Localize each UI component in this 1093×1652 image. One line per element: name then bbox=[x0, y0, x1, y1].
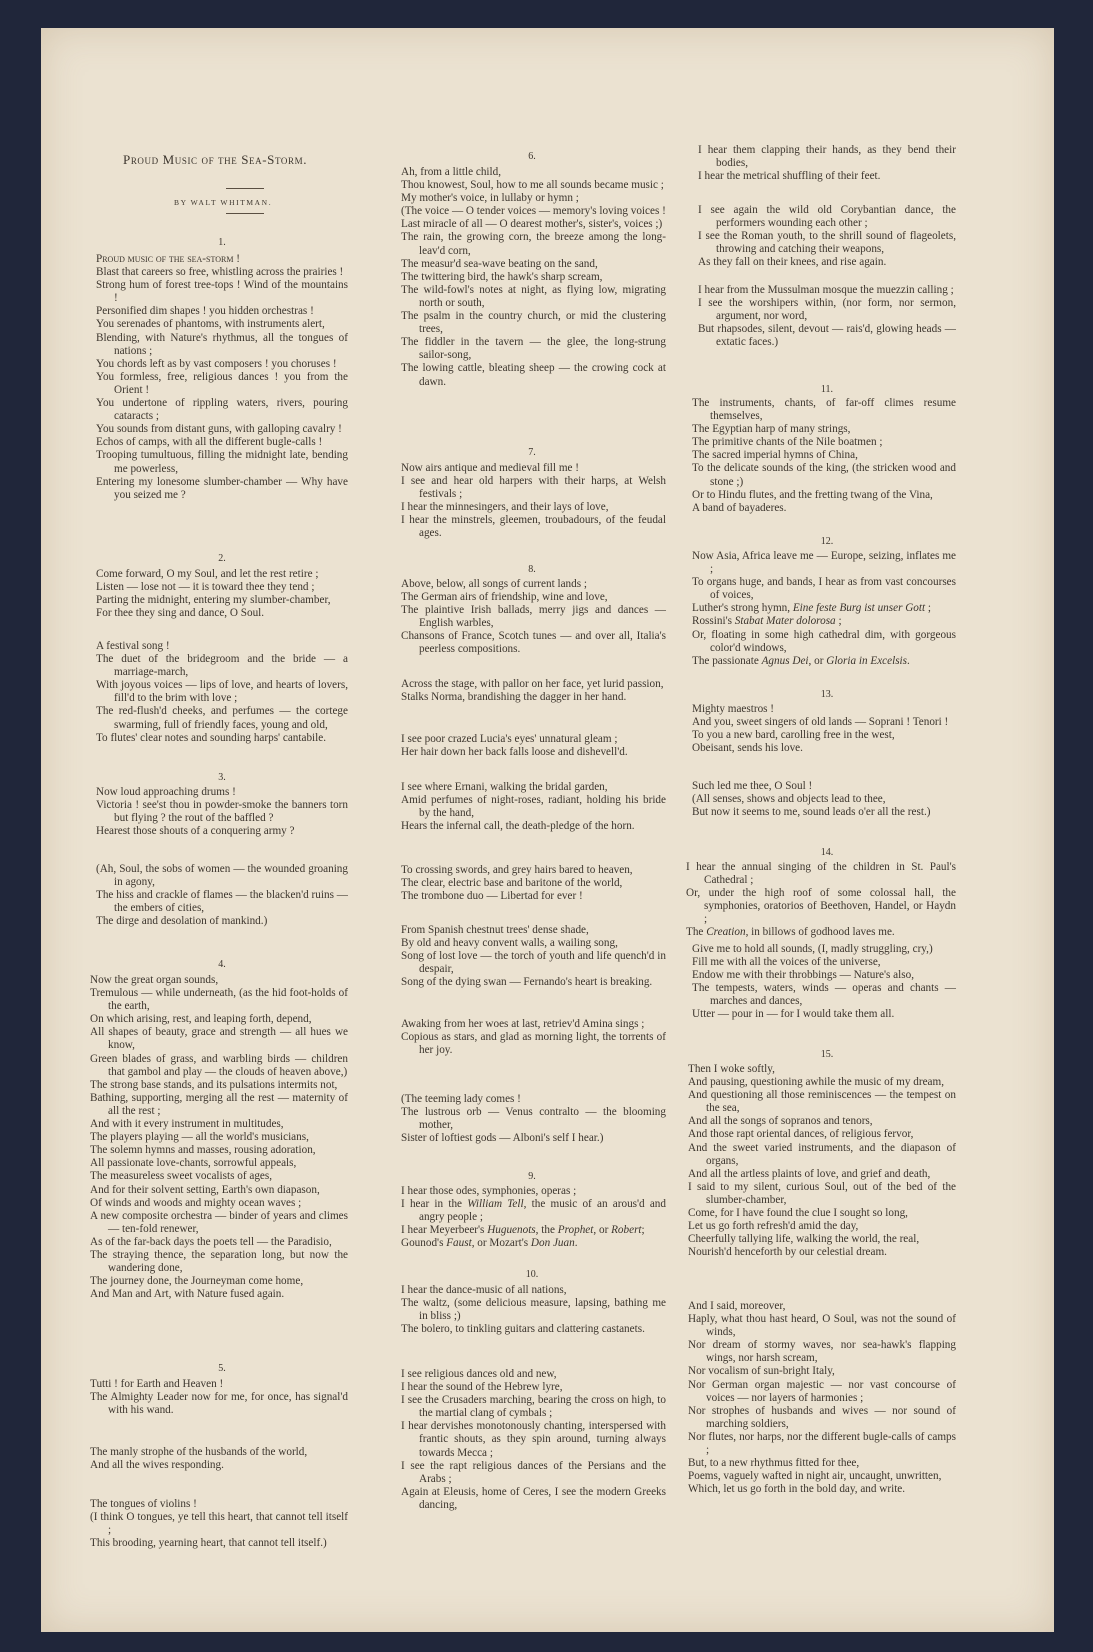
verse-line: Awaking from her woes at last, retriev'd Amina sings ; bbox=[401, 1018, 645, 1030]
verse-line: Stalks Norma, brandishing the dagger in her hand. bbox=[401, 691, 627, 704]
verse-line: Sister of loftiest gods — Alboni's self I hear.) bbox=[401, 1132, 604, 1145]
verse-line: Gounod's Faust, or Mozart's Don Juan. bbox=[401, 1237, 578, 1250]
verse-line: (The voice — O tender voices — memory's loving voices ! bbox=[401, 205, 666, 218]
verse-line: Of winds and woods and mighty ocean waves ; bbox=[90, 1196, 302, 1209]
verse-line: I hear the dance-music of all nations, bbox=[401, 1284, 567, 1296]
stanza-8c bbox=[401, 733, 666, 759]
verse-line: The tongues of violins ! bbox=[90, 1498, 197, 1510]
verse-line: Tutti ! for Earth and Heaven ! bbox=[90, 1378, 224, 1390]
verse-line: I see the worshipers within, (nor form, nor sermon, argument, nor word, bbox=[698, 297, 956, 323]
verse-line: Ah, from a little child, bbox=[401, 166, 502, 178]
verse-line: The psalm in the country church, or mid the clustering trees, bbox=[401, 310, 666, 336]
stanza-5b bbox=[90, 1446, 348, 1472]
verse-line: Or to Hindu flutes, and the fretting twang of the Vina, bbox=[692, 488, 933, 501]
verse-line: (The teeming lady comes ! bbox=[401, 1093, 521, 1105]
verse-line: I see religious dances old and new, bbox=[401, 1368, 557, 1380]
section-number-4: 4. bbox=[218, 959, 226, 970]
verse-line: And all the wives responding. bbox=[90, 1459, 224, 1472]
verse-line: This brooding, yearning heart, that cannot tell itself.) bbox=[90, 1537, 327, 1550]
verse-line: Amid perfumes of night-roses, radiant, holding his bride by the hand, bbox=[401, 794, 666, 820]
verse-line: The primitive chants of the Nile boatmen ; bbox=[692, 436, 883, 449]
stanza-8a bbox=[401, 578, 666, 657]
stanza-9 bbox=[401, 1185, 666, 1250]
verse-line: And for their solvent setting, Earth's own diapason, bbox=[90, 1183, 320, 1196]
verse-line: The strong base stands, and its pulsations intermits not, bbox=[90, 1078, 338, 1091]
stanza-3b bbox=[96, 863, 348, 928]
verse-line: But, to a new rhythmus fitted for thee, bbox=[688, 1457, 860, 1470]
title-rule bbox=[226, 188, 264, 189]
verse-line: And all the songs of sopranos and tenors, bbox=[688, 1115, 873, 1128]
verse-line: The players playing — all the world's musicians, bbox=[90, 1131, 309, 1144]
verse-line: Utter — pour in — for I would take them all. bbox=[692, 1008, 895, 1021]
section-number-12: 12. bbox=[820, 536, 834, 547]
verse-line: The Egyptian harp of many strings, bbox=[692, 423, 851, 436]
verse-line: The manly strophe of the husbands of the world, bbox=[90, 1446, 308, 1458]
stanza-10d bbox=[698, 204, 956, 269]
verse-line: You sounds from distant guns, with galloping cavalry ! bbox=[96, 423, 342, 436]
verse-line: A festival song ! bbox=[96, 640, 170, 652]
verse-line: Hearest those shouts of a conquering army ? bbox=[96, 825, 295, 838]
verse-line: You undertone of rippling waters, rivers, pouring cataracts ; bbox=[96, 397, 348, 423]
verse-line: Now airs antique and medieval fill me ! bbox=[401, 462, 580, 474]
stanza-13b bbox=[692, 780, 956, 819]
verse-line: I hear dervishes monotonously chanting, interspersed with frantic shouts, as they spin around, turning always towards Mecca ; bbox=[401, 1420, 666, 1459]
stanza-10e bbox=[698, 284, 956, 349]
verse-line: By old and heavy convent walls, a wailing song, bbox=[401, 937, 618, 950]
verse-line: The measureless sweet vocalists of ages, bbox=[90, 1170, 273, 1183]
verse-line: The passionate Agnus Dei, or Gloria in Excelsis. bbox=[692, 654, 910, 667]
verse-line: And I said, moreover, bbox=[688, 1300, 786, 1312]
verse-line: All shapes of beauty, grace and strength — all hues we know, bbox=[90, 1026, 348, 1052]
verse-line: I hear those odes, symphonies, operas ; bbox=[401, 1185, 577, 1197]
stanza-10c bbox=[698, 144, 956, 183]
verse-line: The clear, electric base and baritone of the world, bbox=[401, 877, 623, 890]
verse-line: Nor dream of stormy waves, nor sea-hawk's flapping wings, nor harsh scream, bbox=[688, 1339, 956, 1365]
verse-line: And you, sweet singers of old lands — Soprani ! Tenori ! bbox=[692, 716, 949, 729]
verse-line: Endow me with their throbbings — Nature's also, bbox=[692, 969, 915, 982]
verse-line: You serenades of phantoms, with instruments alert, bbox=[96, 318, 325, 331]
verse-line: The waltz, (some delicious measure, lapsing, bathing me in bliss ;) bbox=[401, 1297, 666, 1323]
verse-line: Hears the infernal call, the death-pledge of the horn. bbox=[401, 820, 635, 833]
verse-line: Proud music of the sea-storm ! bbox=[96, 253, 240, 265]
verse-line: I hear the sound of the Hebrew lyre, bbox=[401, 1381, 563, 1394]
verse-line: To crossing swords, and grey hairs bared to heaven, bbox=[401, 864, 633, 876]
stanza-13a bbox=[692, 703, 956, 755]
stanza-11 bbox=[692, 397, 956, 515]
verse-line: The lowing cattle, bleating sheep — the crowing cock at dawn. bbox=[401, 362, 666, 388]
verse-line: I see the Crusaders marching, bearing the cross on high, to the martial clang of cymbals ; bbox=[401, 1394, 666, 1420]
verse-line: As they fall on their knees, and rise again. bbox=[698, 256, 887, 269]
verse-line: Trooping tumultuous, filling the midnight late, bending me powerless, bbox=[96, 449, 348, 475]
section-number-8: 8. bbox=[528, 564, 536, 575]
verse-line: Again at Eleusis, home of Ceres, I see the modern Greeks dancing, bbox=[401, 1485, 666, 1511]
verse-line: Now the great organ sounds, bbox=[90, 974, 219, 986]
byline-rule bbox=[226, 213, 264, 214]
stanza-12 bbox=[692, 550, 956, 668]
verse-line: I hear the minnesingers, and their lays of love, bbox=[401, 501, 609, 514]
verse-line: To flutes' clear notes and sounding harps' cantabile. bbox=[96, 731, 327, 744]
verse-line: Come forward, O my Soul, and let the rest retire ; bbox=[96, 568, 319, 580]
stanza-5c bbox=[90, 1498, 348, 1550]
verse-line: I hear in the William Tell, the music of an arous'd and angry people ; bbox=[401, 1198, 666, 1224]
verse-line: Her hair down her back falls loose and dishevell'd. bbox=[401, 746, 628, 759]
stanza-8e bbox=[401, 864, 666, 903]
verse-line: (I think O tongues, ye tell this heart, that cannot tell itself ; bbox=[90, 1511, 348, 1537]
verse-line: A band of bayaderes. bbox=[692, 501, 787, 514]
stanza-8d bbox=[401, 781, 666, 833]
verse-line: Bathing, supporting, merging all the rest — maternity of all the rest ; bbox=[90, 1091, 348, 1117]
verse-line: The fiddler in the tavern — the glee, the long-strung sailor-song, bbox=[401, 336, 666, 362]
section-number-11: 11. bbox=[820, 384, 834, 395]
stanza-7 bbox=[401, 462, 666, 541]
verse-line: Come, for I have found the clue I sought so long, bbox=[688, 1207, 908, 1220]
verse-line: The bolero, to tinkling guitars and clattering castanets. bbox=[401, 1323, 645, 1336]
verse-line: Haply, what thou hast heard, O Soul, was not the sound of winds, bbox=[688, 1313, 956, 1339]
verse-line: The Creation, in billows of godhood laves me. bbox=[686, 926, 895, 939]
verse-line: Obeisant, sends his love. bbox=[692, 742, 803, 755]
verse-line: The sacred imperial hymns of China, bbox=[692, 449, 858, 462]
verse-line: I see poor crazed Lucia's eyes' unnatural gleam ; bbox=[401, 733, 618, 745]
stanza-3a bbox=[96, 786, 348, 838]
verse-line: Green blades of grass, and warbling birds — children that gambol and play — the clouds of heaven above,) bbox=[90, 1052, 348, 1078]
verse-line: Last miracle of all — O dearest mother's, sister's, voices ;) bbox=[401, 218, 663, 231]
verse-line: Or, under the high roof of some colossal hall, the symphonies, oratorios of Beethoven, Handel, or Haydn ; bbox=[686, 887, 956, 926]
verse-line: A new composite orchestra — binder of years and climes — ten-fold renewer, bbox=[90, 1209, 348, 1235]
section-number-10: 10. bbox=[525, 1269, 539, 1280]
verse-line: And pausing, questioning awhile the music of my dream, bbox=[688, 1076, 945, 1089]
verse-line: All passionate love-chants, sorrowful appeals, bbox=[90, 1157, 297, 1170]
verse-line: Parting the midnight, entering my slumber-chamber, bbox=[96, 594, 331, 607]
stanza-8f bbox=[401, 924, 666, 989]
stanza-14b bbox=[692, 943, 956, 1022]
verse-line: Now loud approaching drums ! bbox=[96, 786, 236, 798]
verse-line: Personified dim shapes ! you hidden orchestras ! bbox=[96, 305, 314, 318]
verse-line: I hear the annual singing of the children in St. Paul's Cathedral ; bbox=[686, 861, 956, 887]
verse-line: Fill me with all the voices of the universe, bbox=[692, 956, 881, 969]
verse-line: Listen — lose not — it is toward thee they tend ; bbox=[96, 581, 315, 594]
verse-line: You chords left as by vast composers ! you choruses ! bbox=[96, 357, 337, 370]
section-number-7: 7. bbox=[528, 447, 536, 458]
verse-line: I hear the metrical shuffling of their feet. bbox=[698, 170, 881, 183]
verse-line: Now Asia, Africa leave me — Europe, seizing, inflates me ; bbox=[692, 550, 956, 576]
verse-line: I see again the wild old Corybantian dance, the performers wounding each other ; bbox=[698, 204, 956, 230]
verse-line: Thou knowest, Soul, how to me all sounds became music ; bbox=[401, 179, 664, 192]
verse-line: The trombone duo — Libertad for ever ! bbox=[401, 890, 583, 903]
verse-line: Echos of camps, with all the different bugle-calls ! bbox=[96, 436, 323, 449]
verse-line: With joyous voices — lips of love, and hearts of lovers, fill'd to the brim with love ; bbox=[96, 679, 348, 705]
verse-line: Nor flutes, nor harps, nor the different bugle-calls of camps ; bbox=[688, 1430, 956, 1457]
verse-line: The twittering bird, the hawk's sharp scream, bbox=[401, 270, 603, 283]
verse-line: I see and hear old harpers with their harps, at Welsh festivals ; bbox=[401, 475, 666, 501]
verse-line: (All senses, shows and objects lead to thee, bbox=[692, 793, 886, 806]
byline: BY WALT WHITMAN. bbox=[174, 198, 273, 207]
verse-line: I hear the minstrels, gleemen, troubadours, of the feudal ages. bbox=[401, 514, 666, 540]
verse-line: Chansons of France, Scotch tunes — and over all, Italia's peerless compositions. bbox=[401, 630, 666, 656]
verse-line: (Ah, Soul, the sobs of women — the wounded groaning in agony, bbox=[96, 863, 348, 889]
verse-line: The rain, the growing corn, the breeze among the long-leav'd corn, bbox=[401, 231, 666, 257]
section-number-3: 3. bbox=[218, 772, 226, 783]
verse-line: Which, let us go forth in the bold day, and write. bbox=[688, 1483, 906, 1496]
stanza-8b bbox=[401, 678, 666, 704]
verse-line: I hear Meyerbeer's Huguenots, the Prophet, or Robert; bbox=[401, 1224, 645, 1237]
verse-line: Blending, with Nature's rhythmus, all the tongues of nations ; bbox=[96, 331, 348, 357]
verse-line: And Man and Art, with Nature fused again. bbox=[90, 1288, 285, 1301]
verse-line: Give me to hold all sounds, (I, madly struggling, cry,) bbox=[692, 943, 933, 955]
verse-line: And all the artless plaints of love, and grief and death, bbox=[688, 1167, 931, 1180]
verse-line: Or, floating in some high cathedral dim, with gorgeous color'd windows, bbox=[692, 628, 956, 654]
section-number-6: 6. bbox=[528, 151, 536, 162]
verse-line: The hiss and crackle of flames — the blacken'd ruins — the embers of cities, bbox=[96, 889, 348, 915]
verse-line: To you a new bard, carolling free in the west, bbox=[692, 729, 895, 742]
verse-line: The Almighty Leader now for me, for once, has signal'd with his wand. bbox=[90, 1391, 348, 1417]
verse-line: The red-flush'd cheeks, and perfumes — the cortege swarming, full of friendly faces, young and old, bbox=[96, 705, 348, 731]
stanza-14a bbox=[686, 861, 956, 940]
verse-line: Tremulous — while underneath, (as the hid foot-holds of the earth, bbox=[90, 987, 348, 1013]
stanza-8h bbox=[401, 1093, 666, 1145]
verse-line: Such led me thee, O Soul ! bbox=[692, 780, 813, 792]
verse-line: Song of lost love — the torch of youth and life quench'd in despair, bbox=[401, 950, 666, 976]
verse-line: Cheerfully tallying life, walking the world, the real, bbox=[688, 1233, 920, 1246]
verse-line: The lustrous orb — Venus contralto — the blooming mother, bbox=[401, 1106, 666, 1132]
verse-line: The journey done, the Journeyman come home, bbox=[90, 1275, 304, 1288]
section-number-5: 5. bbox=[218, 1363, 226, 1374]
verse-line: And those rapt oriental dances, of religious fervor, bbox=[688, 1128, 914, 1141]
stanza-6 bbox=[401, 166, 666, 389]
verse-line: The straying thence, the separation long, but now the wandering done, bbox=[90, 1248, 348, 1275]
verse-line: Above, below, all songs of current lands ; bbox=[401, 578, 588, 590]
verse-line: Mighty maestros ! bbox=[692, 703, 775, 715]
verse-line: And the sweet varied instruments, and the diapason of organs, bbox=[688, 1141, 956, 1167]
verse-line: Luther's strong hymn, Eine feste Burg ist unser Gott ; bbox=[692, 602, 932, 615]
verse-line: I hear them clapping their hands, as they bend their bodies, bbox=[698, 144, 956, 170]
stanza-4 bbox=[90, 974, 348, 1301]
verse-line: Nor strophes of husbands and wives — nor sound of marching soldiers, bbox=[688, 1404, 956, 1430]
verse-line: Nourish'd henceforth by our celestial dream. bbox=[688, 1246, 887, 1259]
stanza-1 bbox=[96, 253, 348, 502]
section-number-13: 13. bbox=[820, 689, 834, 700]
verse-line: The wild-fowl's notes at night, as flying low, migrating north or south, bbox=[401, 283, 666, 309]
stanza-8g bbox=[401, 1018, 666, 1057]
verse-line: Poems, vaguely wafted in night air, uncaught, unwritten, bbox=[688, 1470, 942, 1483]
verse-line: On which arising, rest, and leaping forth, depend, bbox=[90, 1013, 312, 1026]
section-number-1: 1. bbox=[218, 237, 226, 248]
verse-line: Nor German organ majestic — nor vast concourse of voices — nor layers of harmonies ; bbox=[688, 1378, 956, 1404]
verse-line: I hear from the Mussulman mosque the muezzin calling ; bbox=[698, 284, 954, 296]
verse-line: The measur'd sea-wave beating on the sand, bbox=[401, 257, 598, 270]
verse-line: And with it every instrument in multitudes, bbox=[90, 1118, 284, 1131]
verse-line: Strong hum of forest tree-tops ! Wind of the mountains ! bbox=[96, 279, 348, 305]
section-number-9: 9. bbox=[528, 1171, 536, 1182]
verse-line: To the delicate sounds of the king, (the stricken wood and stone ;) bbox=[692, 462, 956, 488]
stanza-15a bbox=[688, 1063, 956, 1259]
verse-line: I see the rapt religious dances of the Persians and the Arabs ; bbox=[401, 1459, 666, 1485]
verse-line: Across the stage, with pallor on her face, yet lurid passion, bbox=[401, 678, 664, 690]
verse-line: Nor vocalism of sun-bright Italy, bbox=[688, 1365, 835, 1378]
stanza-5a bbox=[90, 1378, 348, 1417]
verse-line: I see the Roman youth, to the shrill sound of flageolets, throwing and catching their weapons, bbox=[698, 230, 956, 256]
section-number-2: 2. bbox=[218, 553, 226, 564]
verse-line: As of the far-back days the poets tell — the Paradisio, bbox=[90, 1235, 332, 1248]
verse-line: For thee they sing and dance, O Soul. bbox=[96, 607, 265, 620]
verse-line: The tempests, waters, winds — operas and chants — marches and dances, bbox=[692, 982, 956, 1008]
verse-line: Then I woke softly, bbox=[688, 1063, 775, 1075]
verse-line: From Spanish chestnut trees' dense shade, bbox=[401, 924, 589, 936]
verse-line: The instruments, chants, of far-off climes resume themselves, bbox=[692, 397, 956, 423]
poem-title: Proud Music of the Sea-Storm. bbox=[123, 152, 308, 167]
verse-line: I see where Ernani, walking the bridal garden, bbox=[401, 781, 608, 793]
verse-line: The solemn hymns and masses, rousing adoration, bbox=[90, 1144, 316, 1157]
verse-line: Entering my lonesome slumber-chamber — Why have you seized me ? bbox=[96, 475, 348, 501]
verse-line: The plaintive Irish ballads, merry jigs and dances — English warbles, bbox=[401, 604, 666, 630]
verse-line: Copious as stars, and glad as morning light, the torrents of her joy. bbox=[401, 1031, 666, 1057]
stanza-10b bbox=[401, 1368, 666, 1512]
stanza-15b bbox=[688, 1300, 956, 1496]
verse-line: Victoria ! see'st thou in powder-smoke the banners torn but flying ? the rout of the baffled ? bbox=[96, 799, 348, 825]
verse-line: Let us go forth refresh'd amid the day, bbox=[688, 1220, 859, 1233]
verse-line: You formless, free, religious dances ! you from the Orient ! bbox=[96, 370, 348, 396]
verse-line: I said to my silent, curious Soul, out of the bed of the slumber-chamber, bbox=[688, 1180, 956, 1206]
stanza-2a bbox=[96, 568, 348, 620]
stanza-10a bbox=[401, 1284, 666, 1336]
verse-line: My mother's voice, in lullaby or hymn ; bbox=[401, 192, 579, 205]
verse-line: Rossini's Stabat Mater dolorosa ; bbox=[692, 615, 842, 628]
section-number-14: 14. bbox=[820, 847, 834, 858]
verse-line: The dirge and desolation of mankind.) bbox=[96, 915, 268, 928]
verse-line: Blast that careers so free, whistling across the prairies ! bbox=[96, 266, 344, 279]
broadside-sheet bbox=[41, 28, 1054, 1632]
section-number-15: 15. bbox=[820, 1049, 834, 1060]
verse-line: Song of the dying swan — Fernando's heart is breaking. bbox=[401, 976, 653, 989]
verse-line: To organs huge, and bands, I hear as from vast concourses of voices, bbox=[692, 576, 956, 602]
verse-line: The German airs of friendship, wine and love, bbox=[401, 591, 608, 604]
verse-line: And questioning all those reminiscences — the tempest on the sea, bbox=[688, 1089, 956, 1115]
verse-line: The duet of the bridegroom and the bride — a marriage-march, bbox=[96, 653, 348, 679]
stanza-2b bbox=[96, 640, 348, 745]
verse-line: But rhapsodes, silent, devout — rais'd, glowing heads — extatic faces.) bbox=[698, 323, 956, 349]
verse-line: But now it seems to me, sound leads o'er all the rest.) bbox=[692, 806, 931, 819]
